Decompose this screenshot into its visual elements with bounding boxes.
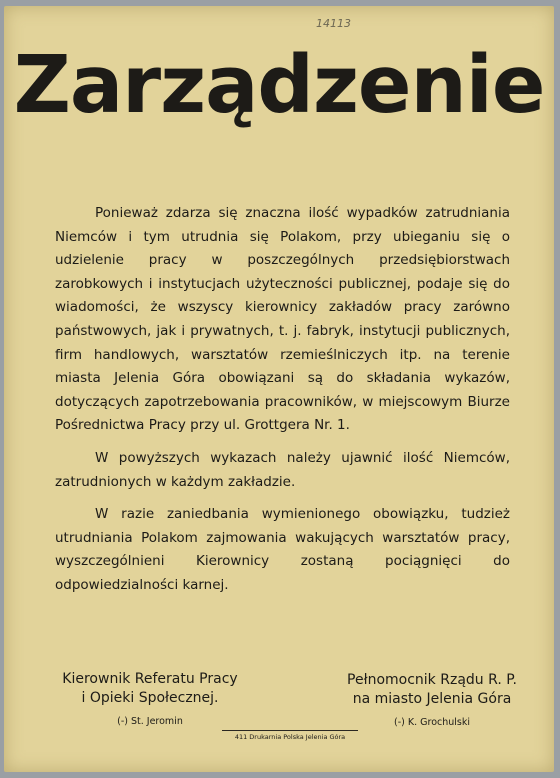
poster — [4, 6, 554, 772]
page-title: Zarządzenie — [13, 39, 545, 131]
printer-imprint: 411 Drukarnia Polska Jelenia Góra — [222, 730, 358, 741]
archive-stamp: 14113 — [316, 17, 351, 30]
signature-right-line1: Pełnomocnik Rządu R. P. — [347, 672, 517, 688]
signature-left — [52, 670, 248, 731]
signature-right-line2: na miasto Jelenia Góra — [352, 691, 512, 707]
signature-right-name: (-) K. Grochulski — [394, 717, 470, 728]
announcement-body — [55, 202, 510, 607]
signature-right — [334, 671, 530, 732]
signature-left-line1: Kierownik Referatu Pracy — [62, 671, 238, 687]
paragraph-2: W powyższych wykazach należy ujawnić ilość Niemców, zatrudnionych w każdym zakładzie. — [55, 449, 510, 490]
paragraph-1: Ponieważ zdarza się znaczna ilość wypadków zatrudniania Niemców i tym utrudnia się Polakom, przy ubieganiu się o udzielenie pracy w poszczególnych przedsiębiorstwach zarobkowych i instytucjach użyteczności publicznej, podaje się do wiadomości, że wszyscy kierownicy zakładów pracy zarówno państwowych, jak i prywatnych, t. j. fabryk, instytucji publicznych, firm handlowych, warsztatów rzemieślniczych itp. na terenie miasta Jelenia Góra obowiązani są do składania wykazów, dotyczących zapotrzebowania pracowników, w miejscowym Biurze Pośrednictwa Pracy przy ul. Grottgera Nr. 1. — [55, 205, 510, 434]
signature-left-name: (-) St. Jeromin — [117, 716, 183, 727]
paragraph-3: W razie zaniedbania wymienionego obowiązku, tudzież utrudniania Polakom zajmowania wakujących warsztatów pracy, wyszczególnieni Kierownicy zostaną pociągnięci do odpowiedzialności karnej. — [55, 506, 510, 593]
signature-left-line2: i Opieki Społecznej. — [81, 690, 219, 706]
